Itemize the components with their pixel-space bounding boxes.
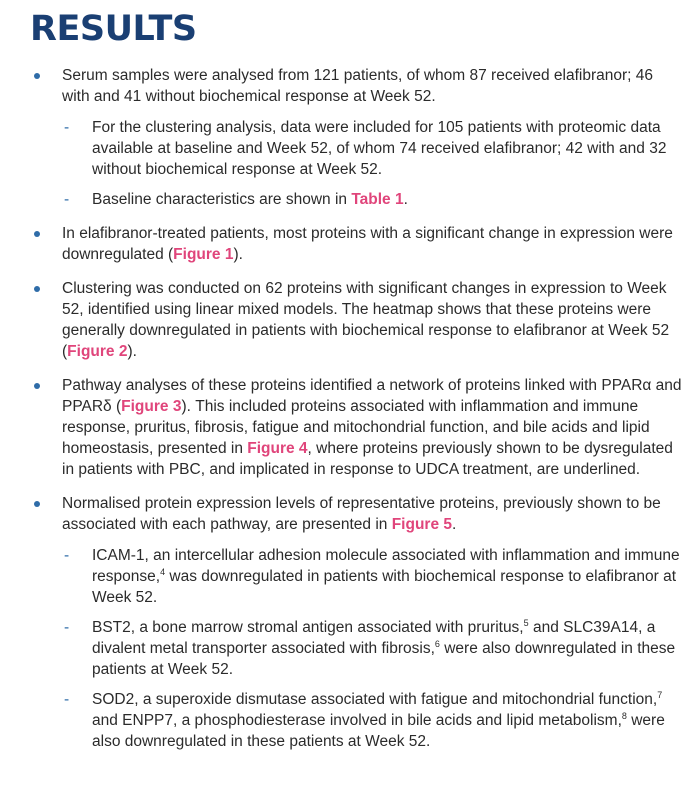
subitem-text-end: were also downregulated in these patients at Week 52. xyxy=(92,712,665,750)
bullet-clustering xyxy=(30,278,684,362)
bullet-text-end: ). xyxy=(127,343,137,360)
subitem-text: Baseline characteristics are shown in xyxy=(92,191,352,208)
bullet-text-end: . xyxy=(452,516,457,533)
subitem-clustering-analysis xyxy=(62,117,684,180)
bullet-dot-icon xyxy=(34,73,40,79)
bullet-dot-icon xyxy=(34,383,40,389)
dash-icon: - xyxy=(64,619,70,636)
results-list xyxy=(30,65,684,752)
figure-1-link[interactable]: Figure 1 xyxy=(173,246,234,263)
sub-list xyxy=(62,117,684,210)
subitem-text: BST2, a bone marrow stromal antigen associated with pruritus, xyxy=(92,619,524,636)
bullet-text: Normalised protein expression levels of representative proteins, previously shown to be associated with each pathway, are presented in xyxy=(62,495,661,533)
dash-icon: - xyxy=(64,119,70,136)
bullet-dot-icon xyxy=(34,286,40,292)
sub-list xyxy=(62,545,684,752)
subitem-text-end: were also downregulated in these patients at Week 52. xyxy=(92,640,676,678)
bullet-dot-icon xyxy=(34,231,40,237)
dash-icon: - xyxy=(64,547,70,564)
figure-4-link[interactable]: Figure 4 xyxy=(247,440,308,457)
bullet-text-mid: ). This included proteins associated with inflammation and immune response, pruritus, fibrosis, fatigue and mitochondrial function, and bile acids and lipid homeostasis, presented in xyxy=(62,398,650,457)
bullet-dot-icon xyxy=(34,501,40,507)
citation-5: 5 xyxy=(523,617,529,628)
citation-4: 4 xyxy=(160,566,166,577)
bullet-text-end: , where proteins previously shown to be dysregulated in patients with PBC, and implicated in response to UDCA treatment, are underlined. xyxy=(62,440,673,478)
subitem-bst2 xyxy=(62,617,684,680)
subitem-text-mid: and SLC39A14, a divalent metal transporter associated with fibrosis, xyxy=(92,619,656,657)
bullet-text: Serum samples were analysed from 121 patients, of whom 87 received elafibranor; 46 with and 41 without biochemical response at Week 52. xyxy=(62,67,654,105)
subitem-baseline-characteristics xyxy=(62,189,684,210)
subitem-text-mid: and ENPP7, a phosphodiesterase involved in bile acids and lipid metabolism, xyxy=(92,712,622,729)
bullet-pathway-analyses xyxy=(30,375,684,480)
figure-3-link[interactable]: Figure 3 xyxy=(121,398,182,415)
section-heading: RESULTS xyxy=(30,9,197,49)
citation-7: 7 xyxy=(657,689,663,700)
bullet-downregulated-proteins xyxy=(30,223,684,265)
dash-icon: - xyxy=(64,691,70,708)
subitem-text: SOD2, a superoxide dismutase associated with fatigue and mitochondrial function, xyxy=(92,691,658,708)
bullet-protein-expression xyxy=(30,493,684,752)
bullet-text: Clustering was conducted on 62 proteins with significant changes in expression to Week 52, identified using linear mixed models. The heatmap shows that these proteins were generally downregulated in patients with biochemical response to elafibranor at Week 52 ( xyxy=(62,280,670,360)
citation-8: 8 xyxy=(621,710,627,721)
figure-5-link[interactable]: Figure 5 xyxy=(391,516,453,533)
bullet-text: Pathway analyses of these proteins identified a network of proteins linked with PPARα and PPARδ ( xyxy=(62,377,682,415)
dash-icon: - xyxy=(64,191,70,208)
citation-6: 6 xyxy=(434,638,440,649)
subitem-text-end: was downregulated in patients with biochemical response to elafibranor at Week 52. xyxy=(92,568,677,606)
subitem-text: For the clustering analysis, data were included for 105 patients with proteomic data available at baseline and Week 52, of whom 74 received elafibranor; 42 with and 32 without biochemical response at Week 52. xyxy=(92,119,667,178)
subitem-text-end: . xyxy=(403,191,408,208)
subitem-icam1 xyxy=(62,545,684,608)
figure-2-link[interactable]: Figure 2 xyxy=(67,343,128,360)
subitem-text: ICAM-1, an intercellular adhesion molecule associated with inflammation and immune response, xyxy=(92,547,680,585)
bullet-serum-samples xyxy=(30,65,684,210)
bullet-text: In elafibranor-treated patients, most proteins with a significant change in expression were downregulated ( xyxy=(62,225,673,263)
subitem-sod2 xyxy=(62,689,684,752)
table-1-link[interactable]: Table 1 xyxy=(351,191,404,208)
bullet-text-end: ). xyxy=(233,246,243,263)
